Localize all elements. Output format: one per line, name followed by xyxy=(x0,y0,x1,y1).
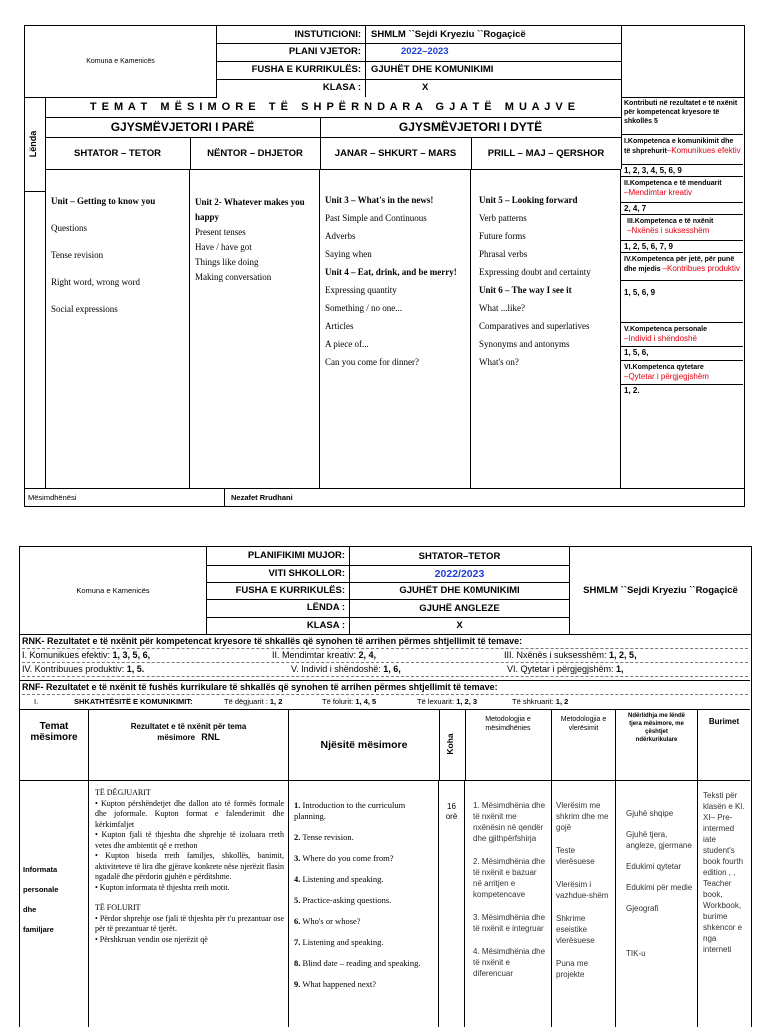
header-label: VITI SHKOLLOR: xyxy=(206,565,350,582)
unit-item: Past Simple and Continuous xyxy=(325,213,427,223)
unit-text: Introduction to the curriculum planning. xyxy=(294,800,406,821)
rnf-item-label: Të folurit: xyxy=(322,697,354,706)
header-label: PLANIFIKIMI MUJOR: xyxy=(206,547,350,565)
unit-text: Blind date – reading and speaking. xyxy=(302,958,421,968)
municipality-cell xyxy=(25,26,217,98)
unit-item: Future forms xyxy=(479,231,526,241)
unit-text: Practice-asking questions. xyxy=(302,895,392,905)
unit-line xyxy=(294,874,434,885)
unit-item: A piece of... xyxy=(325,339,369,349)
teacher-name: Nezafet Rrudhani xyxy=(231,493,293,502)
competence-title: II.Kompetenca e të menduarit xyxy=(624,180,722,187)
competence-nums: 2, 4, 7 xyxy=(621,203,743,215)
results-heading: TË FOLURIT xyxy=(95,903,141,912)
integration-item: Gjuhë tjera, angleze, gjermane xyxy=(626,830,692,850)
semester-second-label: GJYSMËVJETORI I DYTË xyxy=(398,120,543,134)
themes-title xyxy=(45,97,622,118)
header-label: FUSHA E KURRIKULËS: xyxy=(216,61,366,79)
month-col-1: SHTATOR – TETOR xyxy=(45,137,191,169)
school-cell xyxy=(569,547,751,635)
unit-item: Expressing doubt and certainty xyxy=(479,267,591,277)
results-bullet: • Kupton informata të thjeshta rreth motit. xyxy=(95,882,230,892)
institution-value: SHMLM ``Sejdi Kryeziu ``Rogaçicë xyxy=(371,29,526,40)
class-value: X xyxy=(422,82,429,93)
municipality-label-2: Komuna e Kamenicës xyxy=(76,586,150,595)
unit-text: Who's or whose? xyxy=(302,916,361,926)
rnf-num: I. xyxy=(34,697,39,706)
methodology-item: 4. Mësimdhënia dhe të nxënit e diferencuar xyxy=(473,947,546,978)
unit-item: Things like doing xyxy=(195,257,259,267)
col-header-resources: Burimet xyxy=(708,717,740,726)
competence-item xyxy=(621,215,743,241)
content-col-3 xyxy=(320,169,471,488)
integration-cell xyxy=(616,780,698,1027)
monthly-header-row xyxy=(206,582,569,600)
unit-title: Unit 5 – Looking forward xyxy=(479,195,578,205)
unit-item: Questions xyxy=(51,223,87,233)
theme-line: familjare xyxy=(23,925,54,934)
results-cell xyxy=(89,780,289,1027)
unit-item: Present tenses xyxy=(195,227,246,237)
assessment-item: Vlerësim i vazhdue-shëm xyxy=(556,880,609,900)
unit-item: Synonyms and antonyms xyxy=(479,339,570,349)
rnf-item-label: Të dëgjuarit : xyxy=(224,697,268,706)
municipality-cell-2 xyxy=(20,547,207,635)
unit-item: What ...like? xyxy=(479,303,525,313)
unit-line xyxy=(294,853,434,864)
unit-item: Saying when xyxy=(325,249,372,259)
unit-line xyxy=(294,979,434,990)
rnf-item-nums: 1, 4, 5 xyxy=(355,697,377,706)
rnk-label: III. Nxënës i suksesshëm: xyxy=(504,650,610,660)
unit-text: Where do you come from? xyxy=(302,853,394,863)
month-col-2: NËNTOR – DHJETOR xyxy=(190,137,321,169)
header-label: PLANI VJETOR: xyxy=(216,43,366,61)
rnk-label: I. Komunikues efektiv: xyxy=(22,650,113,660)
unit-item: Tense revision xyxy=(51,250,104,260)
integration-item: TIK-u xyxy=(626,949,646,958)
field-value: GJUHËT DHE KOMUNIKIMI xyxy=(371,64,494,75)
methodology-item: 1. Mësimdhënia dhe të nxënit me nxënësin në qendër dhe gjithpërfshirja xyxy=(473,801,546,843)
header-label: LËNDA : xyxy=(206,599,350,617)
unit-item: Have / have got xyxy=(195,242,252,252)
results-heading: TË DËGJUARIT xyxy=(95,788,151,797)
rnk-title: RNK- Rezultatet e të nxënit për kompetencat kryesore të shkallës që synohen të arrihen përmes shtjellimit të temave: xyxy=(22,635,748,649)
unit-item: Phrasal verbs xyxy=(479,249,528,259)
monthly-header-row xyxy=(206,565,569,583)
unit-item: Comparatives and superlatives xyxy=(479,321,590,331)
header-label: INSTUTICIONI: xyxy=(216,26,366,43)
competence-item xyxy=(621,177,743,203)
months-row xyxy=(45,137,621,170)
content-col-4 xyxy=(471,169,621,488)
plan-table-header xyxy=(20,709,750,781)
month-col-3: JANAR – SHKURT – MARS xyxy=(320,137,472,169)
unit-text: Listening and speaking. xyxy=(302,937,384,947)
semester-first xyxy=(45,117,321,138)
competence-nums: 1, 5, 6, 9 xyxy=(621,281,743,323)
col-header-assessment: Metodologjia e vlerësimit xyxy=(552,709,616,780)
rnf-item-nums: 1, 2 xyxy=(555,697,569,706)
unit-num: 3. xyxy=(294,853,301,863)
integration-item: Gjeografi xyxy=(626,904,659,913)
unit-line xyxy=(294,937,434,948)
year-value: 2022–2023 xyxy=(401,46,449,57)
time-cell xyxy=(439,780,465,1027)
header-label: FUSHA E KURRIKULËS: xyxy=(206,582,350,599)
month-value: SHTATOR–TETOR xyxy=(418,550,501,562)
competence-title: IV.Kompetenca për jetë, për punë dhe mjedis xyxy=(624,256,735,273)
competence-item xyxy=(621,135,743,165)
theme-cell xyxy=(20,780,89,1027)
monthly-header-rows xyxy=(206,547,569,634)
month-col-4: PRILL – MAJ – QERSHOR xyxy=(471,137,622,169)
rnk-row-2 xyxy=(22,663,748,677)
rnk-nums: 1, 3, 5, 6, xyxy=(112,650,151,660)
unit-num: 2. xyxy=(294,832,301,842)
unit-item: Can you come for dinner? xyxy=(325,357,419,367)
methodology-item: 2. Mësimdhënia dhe të nxënit e bazuar në arritjen e kompetencave xyxy=(473,857,546,899)
header-label: KLASA : xyxy=(206,617,350,634)
rnf-item-label: Të shkruarit: xyxy=(512,697,554,706)
time-unit: orë xyxy=(445,812,458,821)
annual-plan xyxy=(24,25,745,507)
unit-num: 5. xyxy=(294,895,301,905)
col-header-time xyxy=(439,709,466,780)
competence-item xyxy=(621,323,743,347)
methodology-item: 3. Mësimdhënia dhe të nxënit e integruar xyxy=(473,913,546,933)
unit-item: Articles xyxy=(325,321,354,331)
competence-nums: 1, 2. xyxy=(624,386,640,395)
col-header-integration: Ndërlidhja me lëndë tjera mësimore, me çështjet ndërkurikulare xyxy=(616,709,698,780)
competence-red: –Komunikues efektiv xyxy=(666,146,741,155)
assessment-item: Shkrime eseistike vlerësuese xyxy=(556,914,595,945)
results-bullet: • Përdor shprehje ose fjali të thjeshta për t'u prezantuar ose për të prezantuar të tjerët. xyxy=(95,913,284,933)
unit-text: Tense revision. xyxy=(302,832,354,842)
school-name: SHMLM ``Sejdi Kryeziu ``Rogaçicë xyxy=(583,585,738,596)
results-bullet: • Përshkruan vendin ose njerëzit që xyxy=(95,934,208,944)
competence-red: –Qytetar i përgjegjshëm xyxy=(624,372,709,381)
unit-item: Something / no one... xyxy=(325,303,402,313)
assessment-cell xyxy=(552,780,616,1027)
competence-item xyxy=(621,361,743,385)
rnf-section xyxy=(20,680,750,710)
unit-item: Social expressions xyxy=(51,304,118,314)
col-header-results-text: Rezultatet e të nxënit për tema mësimore xyxy=(130,722,247,742)
unit-num: 6. xyxy=(294,916,301,926)
rnk-nums: 1, 2, 5, xyxy=(609,650,637,660)
monthly-header-row xyxy=(206,617,569,635)
teacher-label: Mësimdhënësi xyxy=(25,489,225,506)
plan-header-rows xyxy=(216,26,621,97)
competences-col xyxy=(621,97,743,488)
col-header-rnl: RNL xyxy=(201,732,220,742)
competence-title: VI.Kompetenca qytetare xyxy=(624,364,704,371)
competence-item xyxy=(621,253,743,281)
content-col-1 xyxy=(45,169,190,488)
unit-title: Unit 4 – Eat, drink, and be merry! xyxy=(325,267,457,277)
unit-item: Adverbs xyxy=(325,231,356,241)
unit-item: Making conversation xyxy=(195,272,272,282)
municipality-label: Komuna e Kamenicës xyxy=(86,58,155,65)
rnk-section xyxy=(20,634,750,681)
unit-text: What happened next? xyxy=(302,979,376,989)
unit-num: 4. xyxy=(294,874,301,884)
rnf-row xyxy=(22,695,748,708)
col-header-units: Njësitë mësimore xyxy=(289,709,440,780)
competence-red: –Mendimtar kreativ xyxy=(624,188,693,197)
col-header-time-label: Koha xyxy=(445,733,455,755)
class-value-2: X xyxy=(456,620,463,631)
col-header-methodology: Metodologjia e mësimdhënies xyxy=(465,709,552,780)
unit-line xyxy=(294,958,434,969)
rnk-label: V. Individ i shëndoshë: xyxy=(291,664,384,674)
subject-value: GJUHË ANGLEZE xyxy=(419,602,500,614)
content-col-2 xyxy=(190,169,320,488)
unit-num: 7. xyxy=(294,937,301,947)
theme-line: dhe xyxy=(23,905,37,914)
competence-red: –Kontribues produktiv xyxy=(662,264,740,273)
competence-title: III.Kompetenca e të nxënit xyxy=(627,218,714,225)
semester-first-label: GJYSMËVJETORI I PARË xyxy=(110,120,255,134)
unit-item: Verb patterns xyxy=(479,213,527,223)
competence-title: I.Kompetenca e komunikimit dhe të shprehurit xyxy=(624,138,734,155)
competence-red: –Nxënës i suksesshëm xyxy=(627,226,710,235)
plan-header-row xyxy=(216,43,621,62)
unit-item: Expressing quantity xyxy=(325,285,397,295)
header-label: KLASA : xyxy=(216,79,366,97)
unit-line xyxy=(294,832,434,843)
integration-item: Gjuhë shqipe xyxy=(626,809,674,818)
unit-title: Unit 2- Whatever makes you happy xyxy=(195,197,305,222)
theme-line: Informata xyxy=(23,865,58,874)
semester-second xyxy=(320,117,622,138)
teacher-row xyxy=(25,488,744,506)
methodology-cell xyxy=(465,780,552,1027)
competence-nums: 1, 2, 3, 4, 5, 6, 9 xyxy=(621,165,743,177)
units-cell xyxy=(289,780,439,1027)
unit-num: 1. xyxy=(294,800,301,810)
rnf-item-nums: 1, 2, 3 xyxy=(456,697,478,706)
rnk-label: II. Mendimtar kreativ: xyxy=(272,650,359,660)
integration-item: Edukimi për medie xyxy=(626,883,693,892)
field-value-2: GJUHËT DHE K0MUNIKIMI xyxy=(399,585,520,596)
rnk-nums: 1, 5. xyxy=(126,664,145,674)
rnk-label: VI. Qytetar i përgjegjshëm: xyxy=(507,664,617,674)
rnf-item-label: Të lexuarit: xyxy=(417,697,455,706)
unit-num: 8. xyxy=(294,958,301,968)
plan-table-body xyxy=(20,780,750,1027)
competence-nums: 1, 2, 5, 6, 7, 9 xyxy=(621,241,743,253)
monthly-header-row xyxy=(206,547,569,566)
school-year-value: 2022/2023 xyxy=(434,567,485,580)
rnk-label: IV. Kontribuues produktiv: xyxy=(22,664,127,674)
results-bullet: • Kupton fjali të thjeshta dhe shprehje të izoluara rreth vetes dhe ambientit që e rrethon xyxy=(95,830,284,850)
integration-item: Edukimi qytetar xyxy=(626,862,682,871)
rnk-nums: 1, xyxy=(616,664,624,674)
rnf-label: SHKATHTËSITË E KOMUNIKIMIT: xyxy=(74,697,193,706)
assessment-item: Vlerësim me shkrim dhe me gojë xyxy=(556,801,609,832)
rnk-nums: 1, 6, xyxy=(383,664,401,674)
unit-title: Unit 6 – The way I see it xyxy=(479,285,572,295)
competence-title: V.Kompetenca personale xyxy=(624,326,707,333)
rnf-item-nums: 1, 2 xyxy=(269,697,283,706)
assessment-item: Puna me projekte xyxy=(556,959,589,979)
rnk-nums: 2, 4, xyxy=(358,650,377,660)
results-bullet: • Kupton përshëndetjet dhe dallon ato të formës formale dhe joformale. Kupton format e falenderimit dhe kërkimfaljet xyxy=(95,798,284,829)
col-header-themes: Temat mësimore xyxy=(20,709,89,780)
contrib-header: Kontributi në rezultatet e të nxënit për kompetencat kryesore të shkollës 5 xyxy=(621,97,743,135)
unit-line xyxy=(294,916,434,927)
unit-text: Listening and speaking. xyxy=(302,874,384,884)
unit-line xyxy=(294,800,434,822)
plan-header-row xyxy=(216,26,621,44)
unit-item: Right word, wrong word xyxy=(51,277,140,287)
unit-title: Unit 3 – What's in the news! xyxy=(325,195,434,205)
monthly-plan xyxy=(19,546,752,1027)
theme-line: personale xyxy=(23,885,59,894)
plan-header-row xyxy=(216,61,621,80)
resources-cell: Teksti për klasën e Kl. XI– Pre-intermed iate student's book fourth edition , , Teacher book, Workbook, burime shkencor e nga interneti xyxy=(703,791,745,954)
plan-header-row xyxy=(216,79,621,97)
rnf-title: RNF- Rezultatet e të nxënit të fushës kurrikulare të shkallës që synohen të arrihen përmes shtjellimit të temave: xyxy=(22,681,748,695)
unit-num: 9. xyxy=(294,979,301,989)
time-hours: 16 xyxy=(447,802,456,811)
unit-item: What's on? xyxy=(479,357,519,367)
competence-nums: 1, 5, 6, xyxy=(621,347,743,361)
blank-header-cell xyxy=(621,26,744,98)
unit-line xyxy=(294,895,434,906)
rnk-row-1 xyxy=(22,649,748,663)
competence-red: –Individ i shëndoshë xyxy=(624,334,697,343)
themes-title-text: T E M A T M Ë S I M O R E T Ë S H P Ë R N D A R A G J A T Ë M U A J V E xyxy=(89,101,577,113)
unit-title: Unit – Getting to know you xyxy=(51,196,156,206)
results-bullet: • Kupton biseda rreth familjes, shkollës, banimit, aktiviteteve të lira dhe gjërave konkrete nëse njerëzit flasin ngadalë dhe përdorin gjuhën e përditshme. xyxy=(95,851,284,881)
col-header-results xyxy=(89,709,289,780)
lenda-label: Lënda xyxy=(28,130,38,158)
assessment-item: Teste vlerësuese xyxy=(556,846,595,866)
lenda-cell xyxy=(25,97,46,488)
monthly-header-row xyxy=(206,599,569,618)
